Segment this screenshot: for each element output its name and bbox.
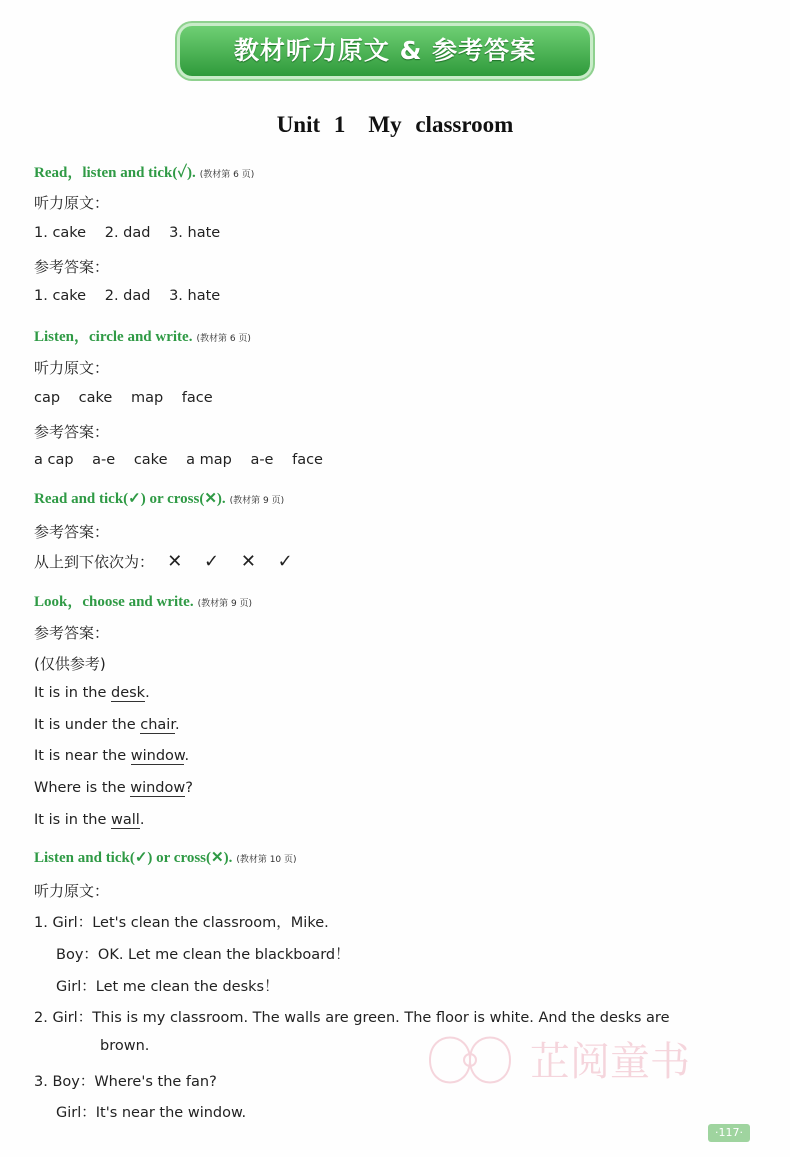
page-ref: (教材第 9 页) — [229, 496, 285, 506]
answer-word: chair — [140, 717, 175, 733]
label-listen: 听力原文： — [34, 194, 110, 212]
dialogue-line: 2. Girl：This is my classroom. The walls are green. The floor is white. And the desks are — [34, 1010, 670, 1026]
item: a map — [186, 452, 232, 468]
page-ref: (教材第 6 页) — [196, 334, 251, 344]
item: 2. dad — [104, 288, 151, 304]
order-label: 从上到下依次为： — [34, 553, 155, 571]
item: 3. hate — [169, 225, 221, 241]
reference-note: (仅供参考) — [34, 655, 106, 673]
page-title: Unit 1 My classroom — [276, 112, 514, 137]
sentence: It is near the window. — [34, 748, 190, 764]
answer-word: desk — [111, 685, 146, 701]
label-answer: 参考答案： — [34, 523, 110, 541]
dialogue-line: brown. — [100, 1038, 150, 1054]
item: cake — [133, 452, 168, 468]
dialogue-line: 3. Boy：Where's the fan? — [34, 1074, 217, 1090]
heading-text: Listen and tick(✓) or cross(✕). — [34, 850, 233, 866]
item: face — [292, 452, 323, 468]
sentence: Where is the window? — [34, 780, 193, 796]
label-listen: 听力原文： — [34, 882, 110, 900]
answer-word: window — [130, 748, 185, 764]
heading-text: Look，choose and write. — [34, 594, 194, 610]
label-answer: 参考答案： — [34, 624, 110, 642]
item: 1. cake — [34, 288, 87, 304]
item: cap — [34, 390, 61, 406]
dialogue-line: 1. Girl：Let's clean the classroom，Mike. — [34, 915, 329, 931]
check-mark: ✓ — [277, 551, 293, 572]
heading-text: Listen，circle and write. — [34, 329, 193, 345]
watermark-logo — [410, 1020, 750, 1100]
banner-text: 教材听力原文 & 参考答案 — [233, 36, 537, 65]
label-listen: 听力原文： — [34, 359, 110, 377]
answer-row — [34, 452, 323, 468]
answer-word: wall — [111, 812, 140, 828]
item: map — [130, 390, 164, 406]
item: 2. dad — [104, 225, 151, 241]
item: a-e — [92, 452, 116, 468]
page-ref: (教材第 9 页) — [197, 599, 253, 609]
heading-text: Read and tick(✓) or cross(✕). — [34, 491, 226, 507]
sentence: It is in the wall. — [34, 812, 145, 828]
item: cake — [78, 390, 113, 406]
page-number: ·117· — [708, 1124, 750, 1142]
dialogue-line: Girl：Let me clean the desks！ — [56, 979, 279, 995]
dialogue-line: Girl：It's near the window. — [56, 1105, 247, 1121]
label-answer: 参考答案： — [34, 423, 110, 441]
cross-mark: ✕ — [167, 551, 183, 572]
item: a cap — [34, 452, 74, 468]
section-heading-1 — [34, 161, 254, 182]
section-heading-3 — [34, 489, 284, 508]
cross-mark: ✕ — [240, 551, 256, 572]
section-heading-5 — [34, 848, 297, 867]
item: face — [181, 390, 213, 406]
item: a-e — [250, 452, 274, 468]
page-ref: (教材第 6 页) — [199, 170, 255, 180]
section-heading-2 — [34, 325, 251, 346]
marks-row — [34, 551, 301, 572]
heading-text: Read，listen and tick(✓). — [34, 165, 196, 181]
answer-row — [34, 288, 220, 304]
answer-word: window — [130, 780, 186, 796]
sentence: It is under the chair. — [34, 717, 180, 733]
page-ref: (教材第 10 页) — [236, 855, 297, 865]
label-answer: 参考答案： — [34, 258, 110, 276]
svg-text:芷阅童书: 芷阅童书 — [530, 1039, 690, 1085]
section-banner — [180, 26, 590, 76]
sentence: It is in the desk. — [34, 685, 150, 701]
item: 3. hate — [169, 288, 221, 304]
listen-row — [34, 225, 220, 241]
item: 1. cake — [34, 225, 87, 241]
dialogue-line: Boy：OK. Let me clean the blackboard！ — [56, 947, 350, 963]
check-mark: ✓ — [204, 551, 220, 572]
listen-row — [34, 390, 213, 406]
section-heading-4 — [34, 590, 252, 611]
